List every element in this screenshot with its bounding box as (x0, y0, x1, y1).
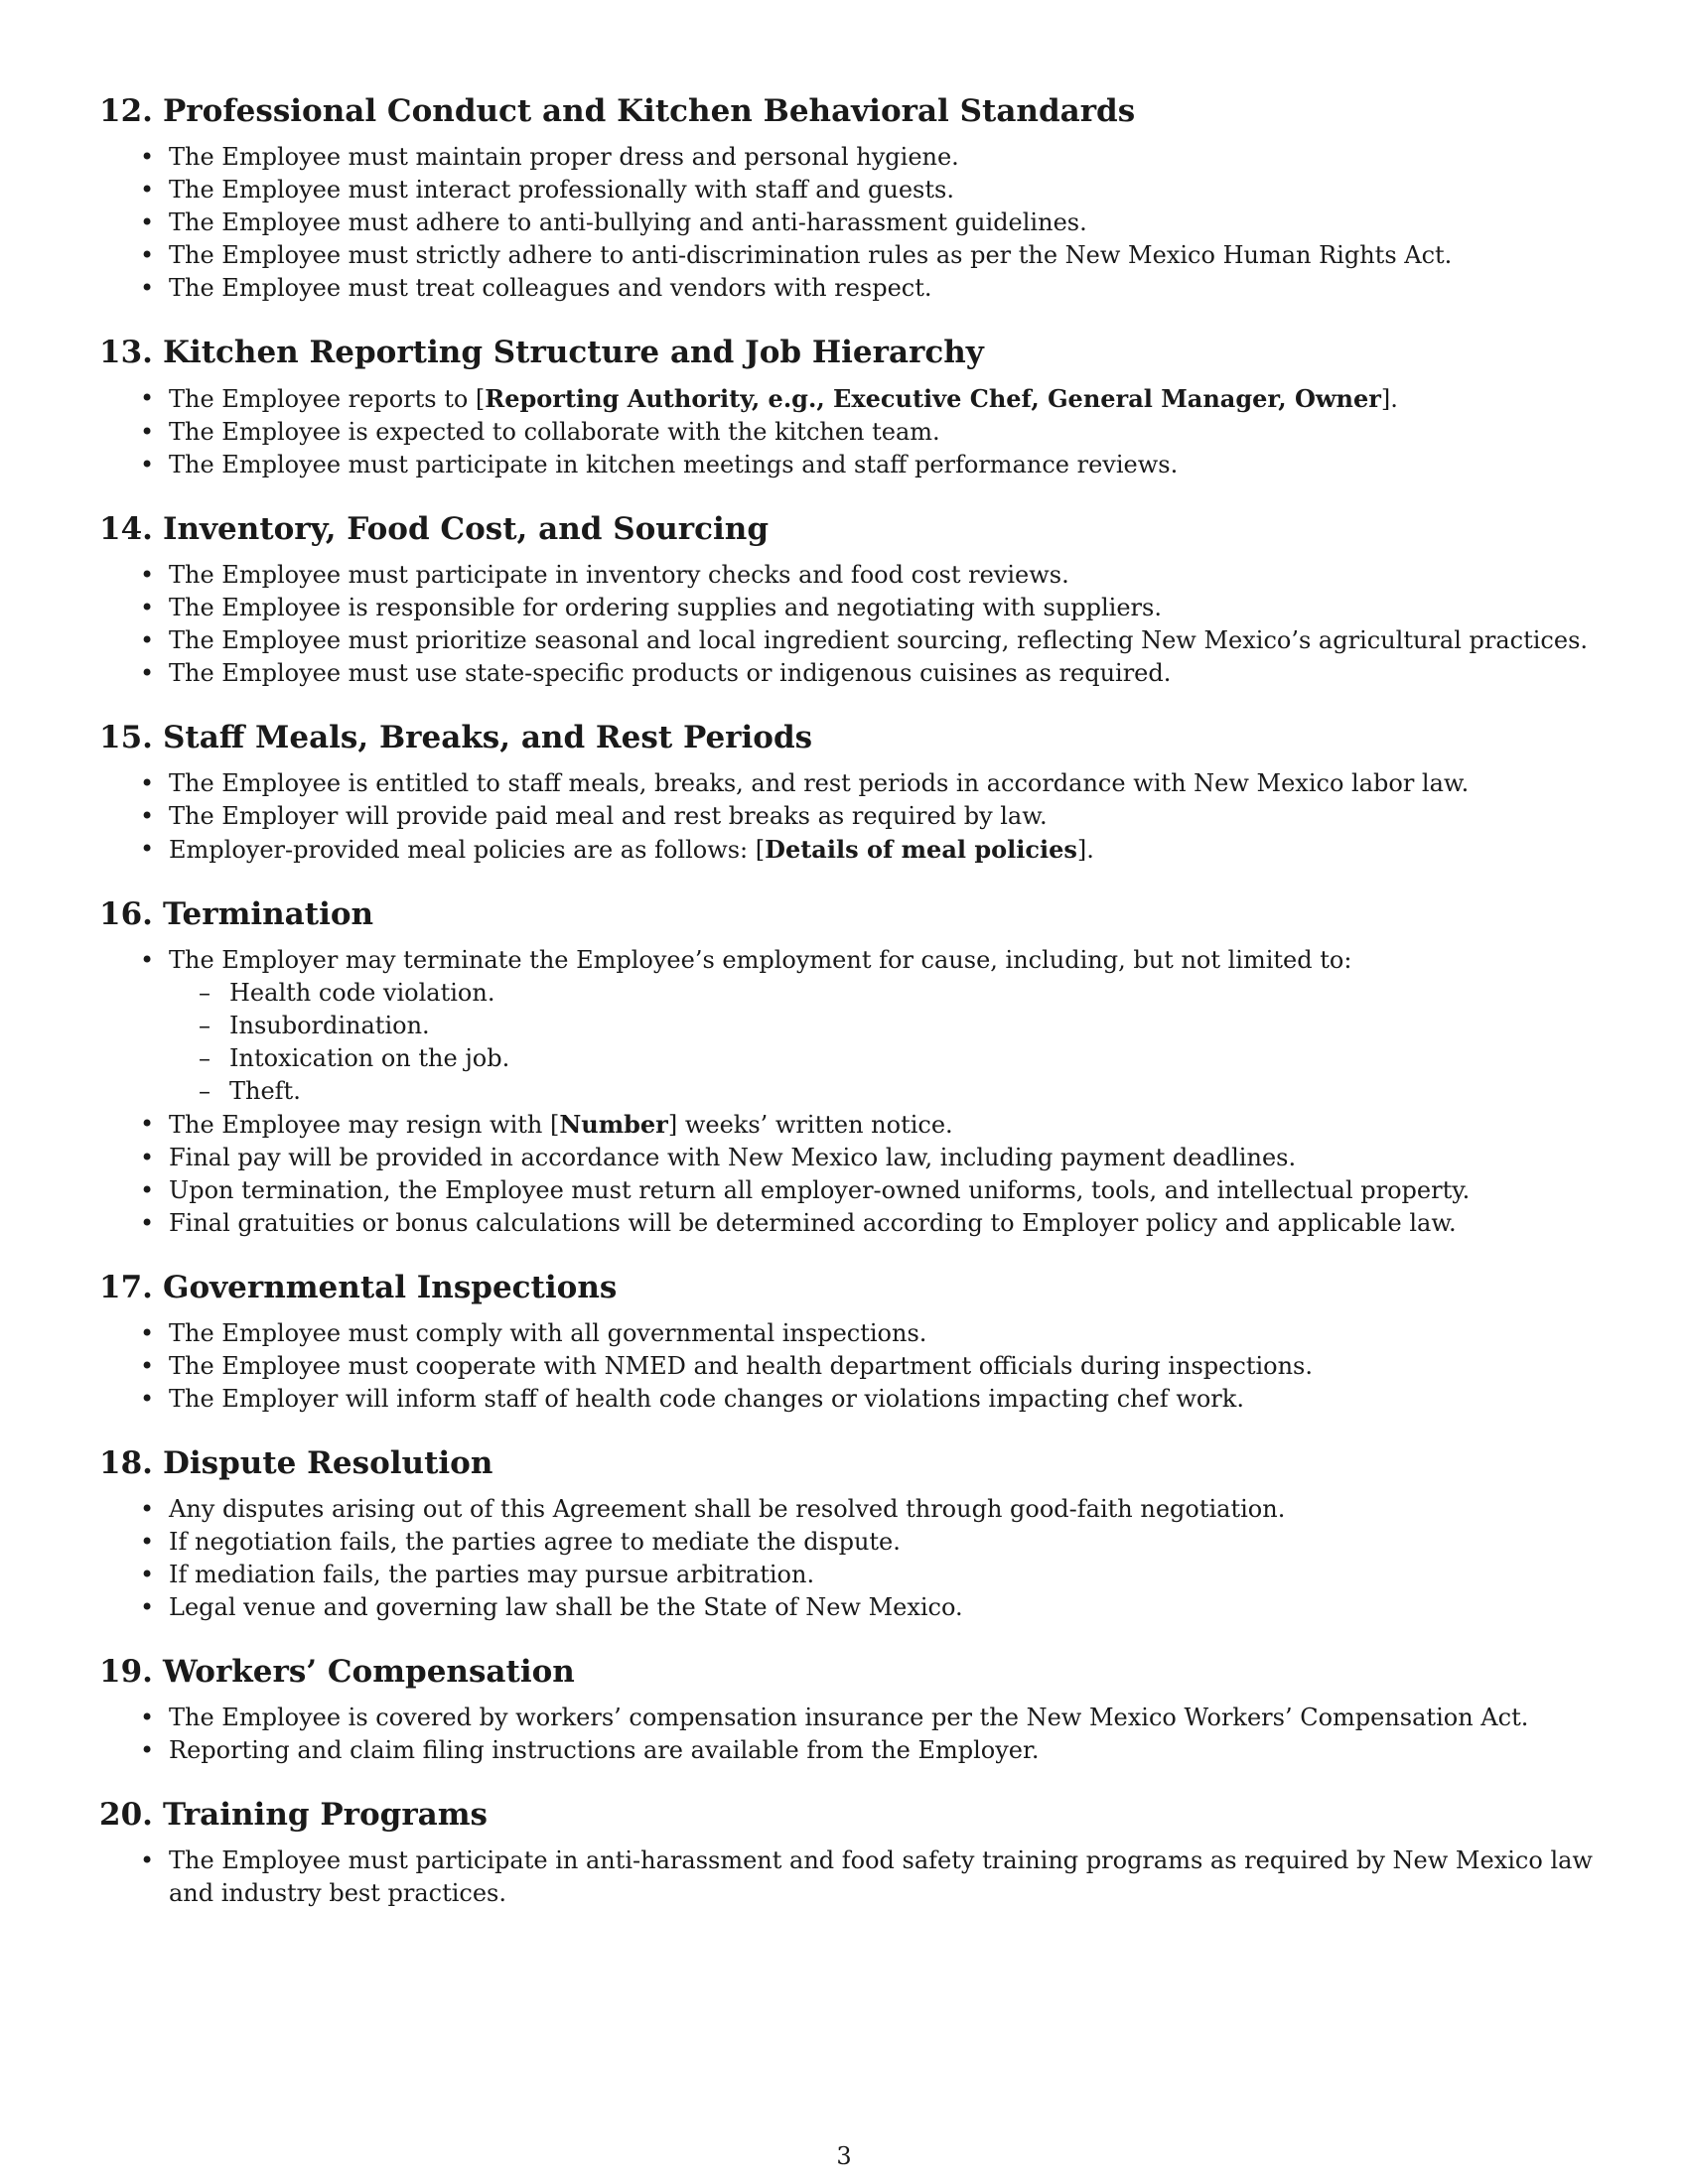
page-number: 3 (836, 2142, 852, 2170)
section-heading (99, 91, 1609, 131)
bullet-icon: • (140, 1319, 155, 1347)
list-item: • If mediation fails, the parties may pursue arbitration. (99, 1559, 1609, 1591)
section-title: Training Programs (163, 1797, 488, 1833)
section-heading (99, 718, 1609, 757)
list-item: • Reporting and claim filing instructions are available from the Employer. (99, 1734, 1609, 1767)
dash-icon: – (199, 1077, 211, 1105)
section-16 (99, 894, 1609, 1240)
placeholder-field: Reporting Authority, e.g., Executive Chef, General Manager, Owner (485, 384, 1381, 413)
bullet-icon: • (140, 1352, 155, 1380)
list-item: • The Employer will provide paid meal and rest breaks as required by law. (99, 800, 1609, 833)
dash-icon: – (199, 1012, 211, 1039)
section-number: 14. (99, 511, 153, 547)
section-17 (99, 1268, 1609, 1416)
list-item: • Upon termination, the Employee must return all employer-owned uniforms, tools, and intellectual property. (99, 1174, 1609, 1207)
list-item: • The Employer will inform staff of health code changes or violations impacting chef work. (99, 1383, 1609, 1416)
bullet-icon: • (140, 1704, 155, 1731)
section-14 (99, 509, 1609, 690)
list-item: • The Employee must participate in anti-harassment and food safety training programs as required by New Mexico law and industry best practices. (140, 1846, 1593, 1907)
bullet-list (99, 382, 1609, 481)
bullet-icon: • (140, 835, 155, 863)
bullet-icon: • (140, 176, 155, 204)
bullet-icon: • (140, 451, 155, 478)
dash-icon: – (199, 1044, 211, 1072)
document-page (99, 91, 1609, 1938)
sub-list (169, 977, 1609, 1108)
section-title: Kitchen Reporting Structure and Job Hierarchy (163, 335, 984, 370)
section-number: 20. (99, 1797, 153, 1833)
bullet-icon: • (140, 1209, 155, 1237)
section-number: 12. (99, 93, 153, 129)
bullet-list (99, 1702, 1609, 1767)
section-number: 18. (99, 1445, 153, 1481)
bullet-icon: • (140, 561, 155, 589)
dash-icon: – (199, 979, 211, 1007)
bullet-list (99, 1493, 1609, 1624)
section-19 (99, 1652, 1609, 1767)
section-heading (99, 509, 1609, 549)
list-item: • Employer-provided meal policies are as follows: [Details of meal policies]. (140, 835, 1094, 864)
section-title: Inventory, Food Cost, and Sourcing (163, 511, 770, 547)
bullet-icon: • (140, 1176, 155, 1204)
section-number: 16. (99, 896, 153, 932)
section-15 (99, 718, 1609, 867)
list-item: • The Employee must treat colleagues and vendors with respect. (99, 272, 1609, 305)
bullet-icon: • (140, 241, 155, 269)
bullet-icon: • (140, 769, 155, 797)
placeholder-field: Details of meal policies (765, 835, 1077, 864)
bullet-icon: • (140, 1736, 155, 1764)
list-item: • The Employee must comply with all governmental inspections. (99, 1317, 1609, 1350)
bullet-list (99, 1317, 1609, 1416)
list-item: • The Employee is expected to collaborate with the kitchen team. (99, 416, 1609, 449)
bullet-list (99, 944, 1609, 1240)
list-item: • The Employee must adhere to anti-bullying and anti-harassment guidelines. (99, 206, 1609, 239)
bullet-icon: • (140, 626, 155, 654)
bullet-icon: • (140, 1561, 155, 1588)
section-title: Workers’ Compensation (163, 1654, 575, 1690)
sub-list-item: – Health code violation. (169, 977, 1609, 1010)
bullet-icon: • (140, 1385, 155, 1413)
section-title: Dispute Resolution (163, 1445, 493, 1481)
list-item: • The Employer may terminate the Employee’s employment for cause, including, but not limited to: – Health code violation. – Insubordination. – Intoxication on the job. – Theft. (99, 944, 1609, 1108)
section-number: 19. (99, 1654, 153, 1690)
list-item: • Final gratuities or bonus calculations will be determined according to Employer policy and applicable law. (99, 1207, 1609, 1240)
sub-list-item: – Theft. (169, 1075, 1609, 1108)
list-item: • The Employee must cooperate with NMED and health department officials during inspections. (99, 1350, 1609, 1383)
bullet-icon: • (140, 274, 155, 302)
section-heading (99, 1795, 1609, 1835)
section-number: 15. (99, 720, 153, 755)
list-item: • The Employee must prioritize seasonal and local ingredient sourcing, reflecting New Mexico’s agricultural practices. (99, 624, 1609, 657)
bullet-icon: • (140, 1846, 155, 1874)
section-heading (99, 1268, 1609, 1307)
section-heading (99, 333, 1609, 372)
section-heading (99, 1443, 1609, 1483)
bullet-icon: • (140, 143, 155, 171)
bullet-icon: • (140, 594, 155, 621)
list-item: • The Employee must participate in kitchen meetings and staff performance reviews. (99, 449, 1609, 481)
list-item: • The Employee must strictly adhere to anti-discrimination rules as per the New Mexico Human Rights Act. (99, 239, 1609, 272)
bullet-icon: • (140, 659, 155, 687)
list-item: • The Employee must maintain proper dress and personal hygiene. (99, 141, 1609, 174)
list-item: • The Employee reports to [Reporting Authority, e.g., Executive Chef, General Manager, Owner]. (140, 384, 1398, 413)
sub-list-item: – Insubordination. (169, 1010, 1609, 1042)
section-heading (99, 894, 1609, 934)
bullet-icon: • (140, 1110, 155, 1138)
sub-list-item: – Intoxication on the job. (169, 1042, 1609, 1075)
section-title: Termination (163, 896, 374, 932)
bullet-icon: • (140, 1144, 155, 1171)
bullet-icon: • (140, 418, 155, 446)
section-heading (99, 1652, 1609, 1692)
bullet-icon: • (140, 1593, 155, 1621)
list-item: • Final pay will be provided in accordance with New Mexico law, including payment deadlines. (99, 1142, 1609, 1174)
bullet-list (99, 141, 1609, 305)
list-item: • The Employee is responsible for ordering supplies and negotiating with suppliers. (99, 592, 1609, 624)
list-item: • The Employee must participate in inventory checks and food cost reviews. (99, 559, 1609, 592)
section-13 (99, 333, 1609, 481)
list-item: • Legal venue and governing law shall be the State of New Mexico. (99, 1591, 1609, 1624)
section-18 (99, 1443, 1609, 1624)
bullet-icon: • (140, 208, 155, 236)
bullet-list (99, 767, 1609, 867)
section-20 (99, 1795, 1609, 1910)
bullet-icon: • (140, 1495, 155, 1523)
list-item: • The Employee must interact professionally with staff and guests. (99, 174, 1609, 206)
section-number: 17. (99, 1270, 153, 1305)
list-item: • The Employee is entitled to staff meals, breaks, and rest periods in accordance with New Mexico labor law. (99, 767, 1609, 800)
list-item: • The Employee may resign with [Number] weeks’ written notice. (140, 1110, 953, 1139)
placeholder-field: Number (559, 1110, 668, 1139)
bullet-icon: • (140, 802, 155, 830)
bullet-icon: • (140, 946, 155, 974)
list-item: • Any disputes arising out of this Agreement shall be resolved through good-faith negotiation. (99, 1493, 1609, 1526)
bullet-list (99, 1844, 1609, 1910)
section-title: Professional Conduct and Kitchen Behavioral Standards (163, 93, 1136, 129)
list-item: • If negotiation fails, the parties agree to mediate the dispute. (99, 1526, 1609, 1559)
section-number: 13. (99, 335, 153, 370)
bullet-icon: • (140, 384, 155, 412)
section-12 (99, 91, 1609, 305)
list-item: • The Employee must use state-specific products or indigenous cuisines as required. (99, 657, 1609, 690)
bullet-icon: • (140, 1528, 155, 1556)
bullet-list (99, 559, 1609, 690)
list-item: • The Employee is covered by workers’ compensation insurance per the New Mexico Workers’ Compensation Act. (99, 1702, 1609, 1734)
section-title: Governmental Inspections (163, 1270, 618, 1305)
section-title: Staff Meals, Breaks, and Rest Periods (163, 720, 813, 755)
